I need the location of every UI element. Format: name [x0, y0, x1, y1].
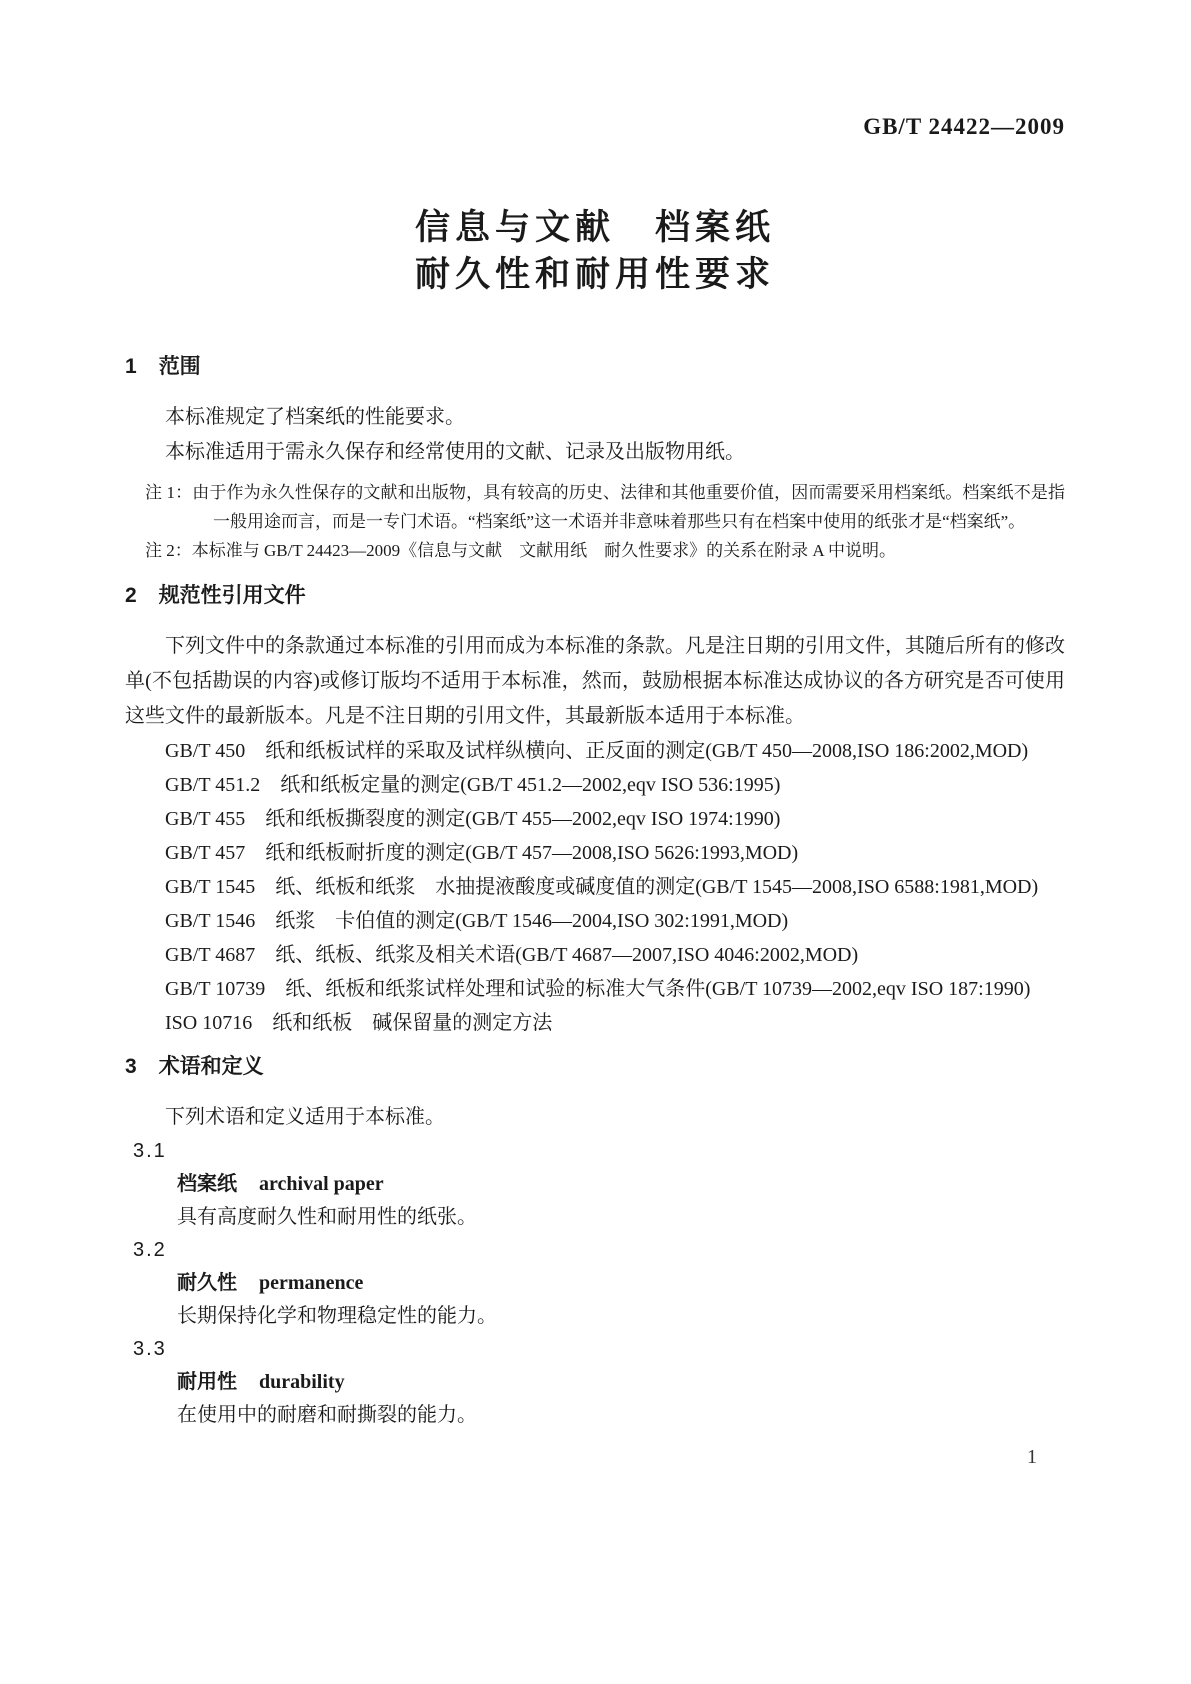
- page-number: 1: [1027, 1446, 1037, 1468]
- note-1-text: 由于作为永久性保存的文献和出版物，具有较高的历史、法律和其他重要价值，因而需要采用档案纸。档案纸不是指一般用途而言，而是一专门术语。“档案纸”这一术语并非意味着那些只有在档案中使用的纸张才是“档案纸”。: [192, 483, 1066, 531]
- term-definition: 长期保持化学和物理稳定性的能力。: [177, 1305, 497, 1327]
- term-zh: 档案纸: [177, 1173, 237, 1195]
- section-2-number: 2: [125, 584, 137, 607]
- term-line: [125, 1366, 1065, 1399]
- reference-item: GB/T 1546 纸浆 卡伯值的测定(GB/T 1546—2004,ISO 302:1991,MOD): [165, 910, 789, 932]
- term-zh: 耐久性: [177, 1272, 237, 1294]
- term-definition: 在使用中的耐磨和耐撕裂的能力。: [177, 1404, 477, 1426]
- section-2-title: 规范性引用文件: [158, 584, 306, 607]
- reference-item: GB/T 4687 纸、纸板、纸浆及相关术语(GB/T 4687—2007,ISO 4046:2002,MOD): [165, 944, 859, 966]
- reference-item: GB/T 10739 纸、纸板和纸浆试样处理和试验的标准大气条件(GB/T 10739—2002,eqv ISO 187:1990): [165, 978, 1031, 1000]
- note-2-label: 注 2：: [145, 541, 192, 560]
- term-en: durability: [259, 1371, 345, 1393]
- term-zh: 耐用性: [177, 1371, 237, 1393]
- term-en: archival paper: [259, 1173, 384, 1195]
- note-1: [125, 478, 1065, 536]
- term-clause-3-2: [125, 1234, 1065, 1333]
- clause-number: 3.3: [133, 1338, 167, 1360]
- term-line: [125, 1267, 1065, 1300]
- document-title: [125, 204, 1065, 298]
- reference-item: GB/T 455 纸和纸板撕裂度的测定(GB/T 455—2002,eqv ISO 1974:1990): [165, 808, 781, 830]
- section-1-paragraph: 本标准规定了档案纸的性能要求。: [165, 406, 465, 428]
- standard-number: GB/T 24422—2009: [863, 114, 1065, 139]
- section-3-heading: [125, 1052, 1065, 1082]
- section-2-heading: [125, 581, 1065, 611]
- note-2: [125, 536, 1065, 565]
- section-1-number: 1: [125, 355, 137, 378]
- reference-item: GB/T 450 纸和纸板试样的采取及试样纵横向、正反面的测定(GB/T 450—2008,ISO 186:2002,MOD): [165, 740, 1029, 762]
- section-1-paragraph: 本标准适用于需永久保存和经常使用的文献、记录及出版物用纸。: [165, 441, 745, 463]
- clause-number: 3.2: [133, 1239, 167, 1261]
- term-definition: 具有高度耐久性和耐用性的纸张。: [177, 1206, 477, 1228]
- reference-item: GB/T 1545 纸、纸板和纸浆 水抽提液酸度或碱度值的测定(GB/T 1545—2008,ISO 6588:1981,MOD): [165, 876, 1039, 898]
- section-1-title: 范围: [158, 355, 201, 378]
- term-line: [125, 1168, 1065, 1201]
- reference-item: GB/T 457 纸和纸板耐折度的测定(GB/T 457—2008,ISO 5626:1993,MOD): [165, 842, 799, 864]
- reference-item: ISO 10716 纸和纸板 碱保留量的测定方法: [165, 1012, 553, 1034]
- note-1-label: 注 1：: [145, 483, 193, 502]
- section-2-intro: 下列文件中的条款通过本标准的引用而成为本标准的条款。凡是注日期的引用文件，其随后所有的修改单(不包括勘误的内容)或修订版均不适用于本标准，然而，鼓励根据本标准达成协议的各方研究是否可使用这些文件的最新版本。凡是不注日期的引用文件，其最新版本适用于本标准。: [125, 635, 1065, 727]
- note-2-text: 本标准与 GB/T 24423—2009《信息与文献 文献用纸 耐久性要求》的关系在附录 A 中说明。: [191, 541, 897, 560]
- section-3-intro: 下列术语和定义适用于本标准。: [165, 1106, 445, 1128]
- term-clause-3-3: [125, 1333, 1065, 1432]
- document-title-line2: 耐久性和耐用性要求: [414, 255, 775, 294]
- section-3-number: 3: [125, 1055, 137, 1078]
- term-clause-3-1: [125, 1135, 1065, 1234]
- term-en: permanence: [259, 1272, 364, 1294]
- reference-item: GB/T 451.2 纸和纸板定量的测定(GB/T 451.2—2002,eqv ISO 536:1995): [165, 774, 781, 796]
- document-title-line1: 信息与文献 档案纸: [414, 208, 775, 247]
- section-3-title: 术语和定义: [158, 1055, 264, 1078]
- clause-number: 3.1: [133, 1140, 167, 1162]
- section-1-heading: [125, 352, 1065, 382]
